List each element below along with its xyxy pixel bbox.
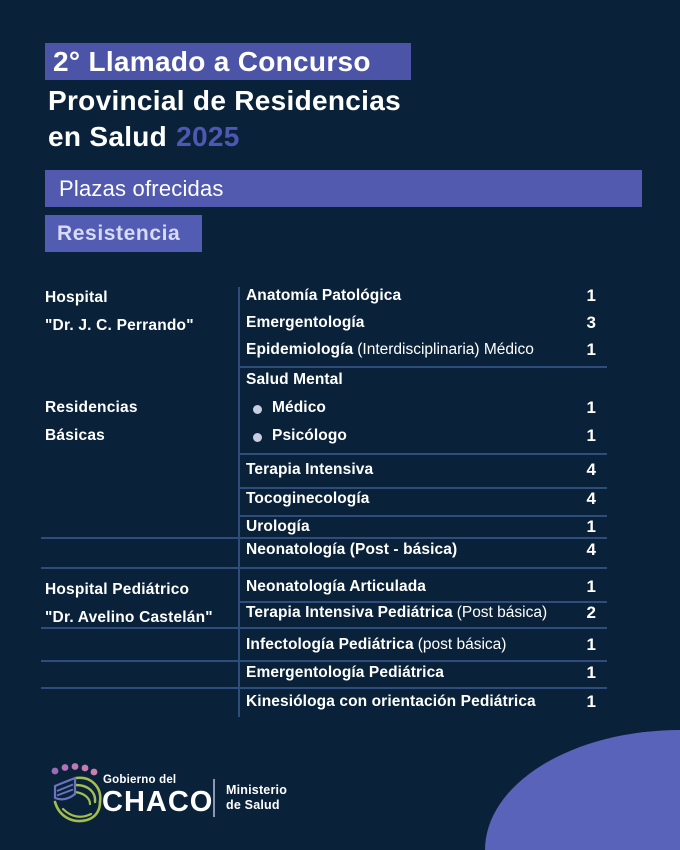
table-row: [246, 636, 607, 658]
title-line3-prefix: en Salud: [48, 121, 168, 152]
specialty-name: Médico: [272, 399, 326, 416]
plazas-count: 1: [586, 426, 596, 445]
hospital-label-castelan: [45, 576, 213, 632]
title-highlight-box: [45, 43, 411, 80]
table-row: [246, 427, 607, 449]
row-separator: [240, 515, 607, 517]
plazas-count: 1: [586, 692, 596, 711]
bullet-icon: [253, 433, 262, 442]
specialty-name: Terapia Intensiva Pediátrica: [246, 604, 453, 621]
ministry-label: [226, 783, 287, 813]
ministry-line2: de Salud: [226, 798, 280, 812]
title-line2: Provincial de Residencias: [48, 85, 401, 116]
table-row-group-header: [246, 371, 607, 393]
corner-blob-decoration: [485, 730, 680, 850]
specialty-name: Emergentología: [246, 314, 365, 331]
specialty-name: Infectología Pediátrica: [246, 636, 414, 653]
plazas-count: 3: [586, 313, 596, 332]
ministry-line1: Ministerio: [226, 783, 288, 797]
row-separator: [240, 366, 607, 368]
specialty-name: Anatomía Patológica: [246, 287, 402, 304]
section-label-line1: Residencias: [45, 399, 138, 416]
plazas-banner-label: Plazas ofrecidas: [59, 175, 224, 201]
row-separator: [240, 487, 607, 489]
table-vertical-divider: [238, 287, 240, 717]
table-row: [246, 541, 607, 563]
city-label: Resistencia: [57, 221, 181, 245]
row-separator-full: [41, 687, 607, 689]
specialty-name: Urología: [246, 518, 310, 535]
plazas-count: 1: [586, 340, 596, 359]
specialty-note: (Post básica): [456, 604, 548, 621]
table-row: [246, 693, 607, 715]
plazas-count: 1: [586, 398, 596, 417]
row-separator-full: [41, 660, 607, 662]
table-row: [246, 664, 607, 686]
section-label-residencias-basicas: [45, 394, 138, 450]
specialty-name: Kinesióloga con orientación Pediátrica: [246, 693, 536, 710]
specialty-name: Epidemiología: [246, 341, 354, 358]
row-separator-full: [41, 567, 607, 569]
table-row: [246, 518, 607, 540]
plazas-count: 1: [586, 517, 596, 536]
specialty-name: Neonatología Articulada: [246, 578, 426, 595]
title-line1: 2° Llamado a Concurso: [53, 45, 371, 77]
plazas-count: 1: [586, 635, 596, 654]
specialty-name: Psicólogo: [272, 427, 347, 444]
hospital-label-perrando: [45, 284, 194, 340]
city-badge: [45, 215, 202, 252]
section-label-line2: Básicas: [45, 427, 106, 444]
plazas-count: 4: [586, 460, 596, 479]
footer-divider: [213, 779, 215, 817]
plazas-count: 1: [586, 663, 596, 682]
plazas-count: 4: [586, 489, 596, 508]
table-row: [246, 287, 607, 309]
table-row: [246, 578, 607, 600]
title-year: 2025: [176, 121, 240, 152]
row-separator: [240, 601, 607, 603]
bullet-icon: [253, 405, 262, 414]
plazas-count: 1: [586, 577, 596, 596]
specialty-name: Tocoginecología: [246, 490, 370, 507]
title-line3: [48, 121, 240, 153]
specialty-name: Neonatología (Post - básica): [246, 541, 458, 558]
plazas-count: 4: [586, 540, 596, 559]
specialty-note: (Interdisciplinaria) Médico: [357, 341, 534, 358]
table-row: [246, 341, 607, 363]
plazas-count: 2: [586, 603, 596, 622]
table-row: [246, 490, 607, 512]
gov-name-label: CHACO: [102, 786, 214, 818]
hospital-label-line2: "Dr. Avelino Castelán": [45, 609, 213, 626]
hospital-label-line2: "Dr. J. C. Perrando": [45, 317, 194, 334]
table-row: [246, 399, 607, 421]
table-row: [246, 314, 607, 336]
row-separator: [240, 453, 607, 455]
row-separator-full: [41, 627, 607, 629]
gov-small-label: Gobierno del: [103, 774, 177, 786]
plazas-count: 1: [586, 286, 596, 305]
specialty-note: (post básica): [417, 636, 507, 653]
specialty-name: Terapia Intensiva: [246, 461, 374, 478]
table-row: [246, 461, 607, 483]
hospital-label-line1: Hospital Pediátrico: [45, 581, 190, 598]
table-row: [246, 604, 607, 626]
specialty-name: Salud Mental: [246, 371, 343, 388]
specialty-name: Emergentología Pediátrica: [246, 664, 445, 681]
plazas-banner: [45, 170, 642, 207]
hospital-label-line1: Hospital: [45, 289, 108, 306]
